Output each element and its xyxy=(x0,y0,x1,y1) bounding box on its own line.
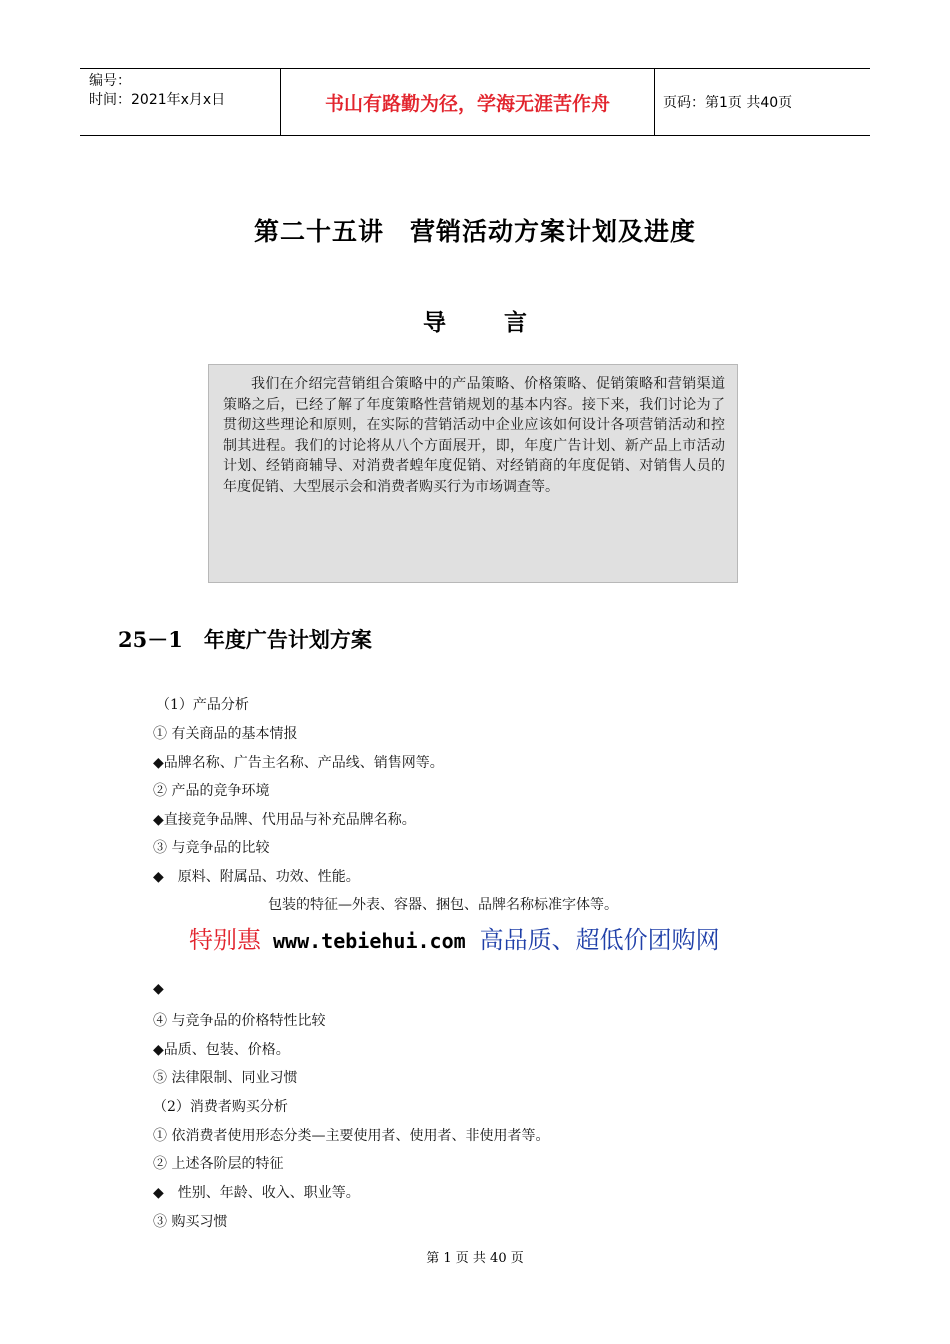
ad-slogan: 高品质、超低价团购网 xyxy=(479,926,720,954)
list-item: ◆ 原料、附属品、功效、性能。 xyxy=(153,869,360,885)
list-item: ③ 购买习惯 xyxy=(153,1214,228,1230)
time-label: 时间：2021年x月x日 xyxy=(89,92,226,108)
ad-banner xyxy=(189,920,720,955)
list-item: （2）消费者购买分析 xyxy=(153,1099,288,1115)
intro-heading-left: 导 xyxy=(423,309,446,336)
list-item: ② 上述各阶层的特征 xyxy=(153,1156,284,1172)
ad-brand: 特别惠 xyxy=(189,926,261,954)
header-meta-cell xyxy=(80,69,281,135)
list-item: ◆ xyxy=(153,981,164,997)
list-item: ◆ 性别、年龄、收入、职业等。 xyxy=(153,1185,360,1201)
list-item: ① 有关商品的基本情报 xyxy=(153,726,298,742)
list-item: ② 产品的竞争环境 xyxy=(153,783,270,799)
list-item: ⑤ 法律限制、同业习惯 xyxy=(153,1070,298,1086)
list-item: ① 依消费者使用形态分类—主要使用者、使用者、非使用者等。 xyxy=(153,1128,550,1144)
intro-text-box: 我们在介绍完营销组合策略中的产品策略、价格策略、促销策略和营销渠道策略之后，已经了解了年度策略性营销规划的基本内容。接下来，我们讨论为了贯彻这些理论和原则，在实际的营销活动中企业应该如何设计各项营销活动和控制其进程。我们的讨论将从八个方面展开，即，年度广告计划、新产品上市活动计划、经销商辅导、对消费者蝗年度促销、对经销商的年度促销、对销售人员的年度促销、大型展示会和消费者购买行为市场调查等。 xyxy=(208,364,738,583)
list-item: ④ 与竞争品的价格特性比较 xyxy=(153,1013,326,1029)
list-item: （1）产品分析 xyxy=(156,697,249,713)
ad-url[interactable]: www.tebiehui.com xyxy=(273,929,466,953)
intro-heading xyxy=(0,304,950,337)
list-item: ◆品牌名称、广告主名称、产品线、销售网等。 xyxy=(153,755,444,771)
header-page-info: 页码：第1页 共40页 xyxy=(663,95,793,111)
number-label: 编号： xyxy=(89,73,131,89)
page-title: 第二十五讲 营销活动方案计划及进度 xyxy=(253,217,696,246)
intro-heading-right: 言 xyxy=(504,309,527,336)
list-item: ③ 与竞争品的比较 xyxy=(153,840,270,856)
header-motto: 书山有路勤为径，学海无涯苦作舟 xyxy=(281,69,655,135)
page-footer: 第 1 页 共 40 页 xyxy=(426,1251,524,1266)
list-item: ◆直接竞争品牌、代用品与补充品牌名称。 xyxy=(153,812,416,828)
list-item: 包装的特征—外表、容器、捆包、品牌名称标准字体等。 xyxy=(268,897,618,913)
section-title: 25－1 年度广告计划方案 xyxy=(118,627,372,652)
list-item: ◆品质、包装、价格。 xyxy=(153,1042,290,1058)
header-table xyxy=(80,68,870,136)
